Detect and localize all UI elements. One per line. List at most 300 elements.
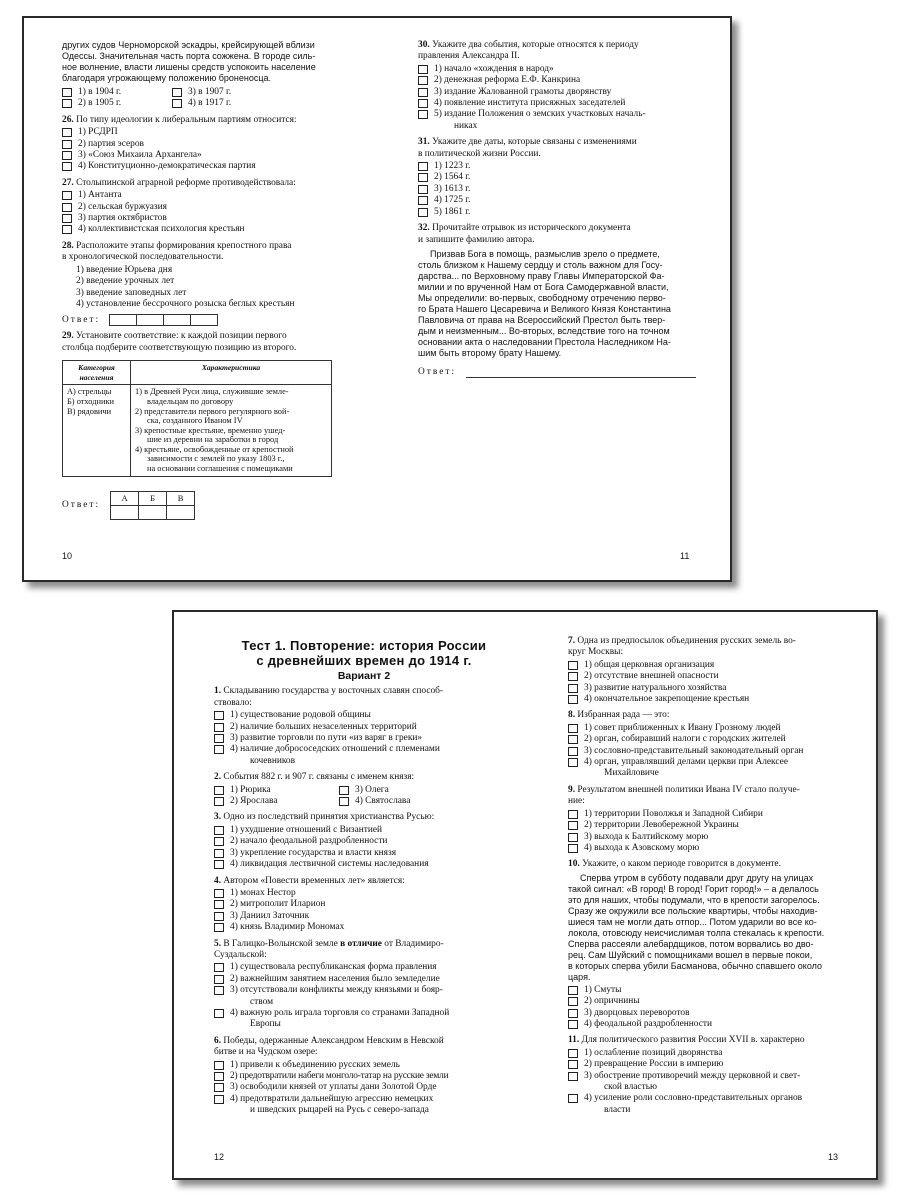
list-item: 4) установление бессрочного розыска беглых крестьян <box>76 298 295 309</box>
q11-option-3[interactable] <box>568 1071 852 1094</box>
q11-option-1[interactable] <box>568 1048 852 1059</box>
question-text: Расположите этапы формирования крепостного права <box>76 240 292 251</box>
checkbox[interactable] <box>568 661 578 670</box>
checkbox[interactable] <box>62 99 72 108</box>
question-text: События 882 г. и 907 г. связаны с именем князя: <box>223 772 415 783</box>
option-label: 2) Ярослава <box>230 796 278 807</box>
answer-grid[interactable] <box>110 491 195 520</box>
question-text: ние: <box>568 796 585 807</box>
question-text: в хронологической последовательности. <box>62 252 224 263</box>
q9-option-2[interactable] <box>568 820 852 831</box>
q2-option-1[interactable] <box>214 785 329 796</box>
checkbox[interactable] <box>568 1020 578 1029</box>
passage-line: го Брата Нашего Цесаревича и Великого Князя Константина <box>418 303 671 314</box>
checkbox[interactable] <box>214 986 224 995</box>
q26-option-4[interactable] <box>62 161 362 172</box>
q7-option-1[interactable] <box>568 660 852 671</box>
characteristic: 4) крестьяне, освобожденные от крепостной <box>135 444 294 454</box>
checkbox[interactable] <box>62 151 72 160</box>
passage-line: Сперва рассеяли алебардщиков, потом ворвались во дво- <box>568 938 814 949</box>
option-label: 5) 1861 г. <box>434 206 471 217</box>
answer-cells[interactable] <box>110 314 218 326</box>
q4-text <box>214 876 514 887</box>
q2-option-2[interactable] <box>214 796 329 807</box>
q6-option-4[interactable] <box>214 1094 514 1117</box>
q8-option-1[interactable] <box>568 723 852 734</box>
checkbox[interactable] <box>339 786 349 795</box>
checkbox[interactable] <box>418 162 428 171</box>
checkbox[interactable] <box>214 797 224 806</box>
option-label: 2) территории Левобережной Украины <box>584 820 739 831</box>
q4-option-2[interactable] <box>214 899 514 910</box>
q7-text <box>568 636 852 659</box>
option-label: 1) существовала республиканская форма правления <box>230 962 437 973</box>
question-number: 10. <box>568 859 580 870</box>
option-label-cont: власти <box>604 1104 631 1115</box>
checkbox[interactable] <box>214 1072 224 1081</box>
question-text: Укажите два события, которые относятся к периоду <box>432 40 639 50</box>
checkbox[interactable] <box>418 110 428 119</box>
checkbox[interactable] <box>62 88 72 97</box>
q7-option-3[interactable] <box>568 683 852 694</box>
q27-option-2[interactable] <box>62 202 362 213</box>
option-label: 1) ослабление позиций дворянства <box>584 1047 723 1058</box>
characteristic: 1) в Древней Руси лица, служившие земле- <box>135 387 289 397</box>
checkbox[interactable] <box>214 923 224 932</box>
checkbox[interactable] <box>62 203 72 212</box>
checkbox[interactable] <box>568 695 578 704</box>
q32-text <box>418 223 700 246</box>
checkbox[interactable] <box>214 1095 224 1104</box>
question-text: Столыпинской аграрной реформе противодействовала: <box>76 177 296 188</box>
option-label: 1) монах Нестор <box>230 887 296 898</box>
q25-option-3[interactable] <box>172 87 272 98</box>
option-label: 3) выхода к Балтийскому морю <box>584 831 709 842</box>
q30-option-1[interactable] <box>418 64 700 75</box>
option-label: 1) 1223 г. <box>434 161 471 172</box>
grid-letter: В <box>167 491 195 505</box>
checkbox[interactable] <box>568 684 578 693</box>
option-label: 1) Антанта <box>78 190 122 201</box>
answer-line[interactable] <box>466 369 696 378</box>
checkbox[interactable] <box>568 758 578 767</box>
page-10-column <box>62 40 362 520</box>
q26-option-2[interactable] <box>62 139 362 150</box>
checkbox[interactable] <box>214 745 224 754</box>
checkbox[interactable] <box>214 786 224 795</box>
option-label: 1) совет приближенных к Ивану Грозному людей <box>584 722 781 733</box>
question-number: 31. <box>418 137 430 148</box>
page-12-column <box>214 638 514 1117</box>
passage-line: шим быть второму брату Нашему. <box>418 347 562 358</box>
answer-label: Ответ: <box>62 314 101 325</box>
checkbox[interactable] <box>214 734 224 743</box>
checkbox[interactable] <box>214 1083 224 1092</box>
q25-option-4[interactable] <box>172 98 272 109</box>
question-text: Суздальской: <box>214 949 267 960</box>
q10-option-1[interactable] <box>568 985 852 996</box>
checkbox[interactable] <box>568 1060 578 1069</box>
option-label: 3) дворцовых переворотов <box>584 1007 690 1018</box>
option-label: 3) сословно-представительный законодательный орган <box>584 745 804 756</box>
option-label: 2) наличие больших незаселенных территорий <box>230 721 417 732</box>
checkbox[interactable] <box>172 99 182 108</box>
q8-option-4[interactable] <box>568 757 852 780</box>
option-label: 4) предотвратили дальнейшую агрессию немецких <box>230 1093 434 1104</box>
question-text: В Галицко-Волынской земле <box>223 938 341 949</box>
option-label: 3) в 1907 г. <box>188 87 232 97</box>
option-label: 1) ухудшение отношений с Византией <box>230 824 383 835</box>
question-text: битве и на Чудском озере: <box>214 1047 318 1058</box>
question-text: Установите соответствие: к каждой позиции первого <box>76 331 287 342</box>
q7-option-2[interactable] <box>568 671 852 682</box>
option-label-cont: ской властью <box>604 1081 657 1092</box>
question-text: Укажите две даты, которые связаны с изменениями <box>432 137 637 148</box>
checkbox[interactable] <box>214 711 224 720</box>
q31-option-4[interactable] <box>418 195 700 206</box>
option-label: 4) важную роль играла торговля со странами Западной <box>230 1007 450 1018</box>
q26-option-1[interactable] <box>62 127 362 138</box>
question-text: Автором «Повести временных лет» является: <box>223 875 405 886</box>
checkbox[interactable] <box>62 191 72 200</box>
q27-text <box>62 178 362 189</box>
q31-text <box>418 137 700 160</box>
option-label: 3) отсутствовали конфликты между князьями и бояр- <box>230 985 443 996</box>
q28-answer <box>62 314 362 326</box>
q31-option-5[interactable] <box>418 207 700 218</box>
option-label: 4) орган, управлявший делами церкви при Алексее <box>584 757 788 768</box>
checkbox[interactable] <box>418 196 428 205</box>
q29-answer <box>62 491 362 520</box>
checkbox[interactable] <box>568 747 578 756</box>
q5-option-3[interactable] <box>214 985 514 1008</box>
passage-line: милии и по врученной Нам от Бога Самодержавной власти, <box>418 281 669 292</box>
question-number: 7. <box>568 636 576 646</box>
option-label: 3) Олега <box>355 784 389 795</box>
passage-line: такой сигнал: «В город! В город! Горит город!» – а делалось <box>568 883 819 894</box>
checkbox[interactable] <box>418 173 428 182</box>
q30-text <box>418 40 700 63</box>
option-label: 4) в 1917 г. <box>188 98 232 109</box>
q27-option-1[interactable] <box>62 190 362 201</box>
q1-text <box>214 686 514 709</box>
title-line: Тест 1. Повторение: история России <box>241 638 487 653</box>
q25-option-1[interactable] <box>62 87 162 98</box>
option-label: 1) территории Поволжья и Западной Сибири <box>584 808 763 819</box>
q9-option-1[interactable] <box>568 809 852 820</box>
list-item: 3) введение заповедных лет <box>76 287 187 298</box>
q30-option-3[interactable] <box>418 87 700 98</box>
checkbox[interactable] <box>214 1009 224 1018</box>
option-label: 1) РСДРП <box>78 127 118 138</box>
option-label: 1) в 1904 г. <box>78 87 122 97</box>
option-label: 1) Рюрика <box>230 784 271 795</box>
q6-option-1[interactable] <box>214 1060 514 1071</box>
option-label-cont: никах <box>454 120 478 131</box>
characteristic: владельцам по договору <box>147 396 234 406</box>
q31-option-1[interactable] <box>418 161 700 172</box>
checkbox[interactable] <box>62 214 72 223</box>
text-line: других судов Черноморской эскадры, крейсирующей вблизи <box>62 40 315 50</box>
option-label: 4) усиление роли сословно-представительных органов <box>584 1093 803 1104</box>
option-label: 2) превращение России в империю <box>584 1059 724 1070</box>
passage-line: Мы определили: во-первых, свободному отречению перво- <box>418 292 666 303</box>
option-label: 4) окончательное закрепощение крестьян <box>584 694 750 705</box>
checkbox[interactable] <box>568 821 578 830</box>
option-label: 4) ликвидация лествичной системы наследования <box>230 859 429 870</box>
q26-text <box>62 115 362 126</box>
q25-options <box>62 87 272 110</box>
page-number: 13 <box>828 1152 839 1162</box>
option-label: 4) Святослава <box>355 796 411 807</box>
option-label-cont: кочевников <box>250 755 296 766</box>
option-label: 3) развитие натурального хозяйства <box>584 682 727 693</box>
q1-option-4[interactable] <box>214 744 514 767</box>
q6-option-3[interactable] <box>214 1082 514 1093</box>
answer-label: Ответ: <box>418 366 457 377</box>
checkbox[interactable] <box>568 1072 578 1081</box>
checkbox[interactable] <box>568 724 578 733</box>
spread-pages-10-11 <box>22 16 732 582</box>
q32-passage <box>418 249 700 359</box>
passage-line: царя. <box>568 971 591 982</box>
checkbox[interactable] <box>418 76 428 85</box>
question-number: 8. <box>568 710 576 721</box>
checkbox[interactable] <box>214 900 224 909</box>
option-label: 3) «Союз Михаила Архангела» <box>78 150 202 161</box>
passage-line: Сразу же окружили все польские квартиры, чтобы находив- <box>568 905 818 916</box>
q30-option-2[interactable] <box>418 75 700 86</box>
passage-line: рец. Сам Шуйский с помощниками вошел в первые покои, <box>568 949 813 960</box>
list-item: 1) введение Юрьева дня <box>76 264 173 275</box>
header-text: Категория <box>78 363 115 373</box>
checkbox[interactable] <box>339 797 349 806</box>
checkbox[interactable] <box>568 833 578 842</box>
q3-option-3[interactable] <box>214 848 514 859</box>
option-label: 2) партия эсеров <box>78 138 144 149</box>
q28-text <box>62 241 362 264</box>
checkbox[interactable] <box>418 65 428 74</box>
grid-letter: А <box>111 491 139 505</box>
q31-option-3[interactable] <box>418 184 700 195</box>
table-header: Характеристика <box>131 361 332 385</box>
q5-text <box>214 939 514 962</box>
checkbox[interactable] <box>214 723 224 732</box>
question-text: от Владимиро- <box>381 938 444 949</box>
question-text: круг Москвы: <box>568 647 624 658</box>
checkbox[interactable] <box>214 826 224 835</box>
q1-option-1[interactable] <box>214 710 514 721</box>
q11-text <box>568 1035 852 1046</box>
text-line: Одессы. Значительная часть порта сожжена. В городе силь- <box>62 51 316 61</box>
option-label-cont: ством <box>250 996 274 1007</box>
passage-line: локола, отовсюду неисчислимая толпа стекалась к крепости. <box>568 927 825 938</box>
q10-option-3[interactable] <box>568 1008 852 1019</box>
checkbox[interactable] <box>214 975 224 984</box>
option-label: 5) издание Положения о земских участковых началь- <box>434 109 646 120</box>
passage-line: это для наших, чтобы подумали, что в крепости загорелось. <box>568 894 820 905</box>
q8-option-3[interactable] <box>568 746 852 757</box>
table-header <box>63 361 131 385</box>
question-text: столбца подберите соответствующую позицию из второго. <box>62 342 297 353</box>
q1-option-3[interactable] <box>214 733 514 744</box>
q4-option-1[interactable] <box>214 888 514 899</box>
characteristic: шие из деревни на заработки в город <box>147 435 279 445</box>
checkbox[interactable] <box>568 844 578 853</box>
passage-line: в которых сперва убили Басманова, обычно спавшего около <box>568 960 823 971</box>
q5-option-2[interactable] <box>214 974 514 985</box>
question-text: Прочитайте отрывок из исторического документа <box>432 223 631 234</box>
passage-line: Призвав Бога в помощь, размыслив зрело о предмете, <box>430 248 660 259</box>
q30-option-4[interactable] <box>418 98 700 109</box>
option-label: 1) существование родовой общины <box>230 710 371 721</box>
passage-line: дарства... по Верховному праву Главы Императорской Фа- <box>418 270 665 281</box>
q11-option-2[interactable] <box>568 1059 852 1070</box>
checkbox[interactable] <box>418 88 428 97</box>
checkbox[interactable] <box>568 810 578 819</box>
text-line: ное волнение, власти лишены средств успокоить население <box>62 62 316 72</box>
option-label: 3) развитие торговли по пути «из варяг в греки» <box>230 733 423 744</box>
grid-cell[interactable] <box>139 506 167 520</box>
checkbox[interactable] <box>568 672 578 681</box>
q10-option-4[interactable] <box>568 1019 852 1030</box>
q5-option-1[interactable] <box>214 962 514 973</box>
q11-option-4[interactable] <box>568 1093 852 1116</box>
q31-option-2[interactable] <box>418 172 700 183</box>
question-number: 9. <box>568 784 576 795</box>
q9-option-4[interactable] <box>568 843 852 854</box>
q27-option-3[interactable] <box>62 213 362 224</box>
page-number: 12 <box>214 1152 225 1162</box>
checkbox[interactable] <box>214 837 224 846</box>
checkbox[interactable] <box>568 1049 578 1058</box>
q26-option-3[interactable] <box>62 150 362 161</box>
option-label: 2) предотвратили набеги монголо-татар на русские земли <box>230 1071 449 1081</box>
q6-option-2[interactable] <box>214 1071 514 1082</box>
option-label-cont: Михайловиче <box>604 768 659 779</box>
q3-option-2[interactable] <box>214 836 514 847</box>
option-label: 3) Даниил Заточник <box>230 910 310 921</box>
spread-pages-12-13 <box>172 610 878 1180</box>
q9-option-3[interactable] <box>568 832 852 843</box>
checkbox[interactable] <box>62 140 72 149</box>
characteristic: 3) крепостные крестьяне, временно ушед- <box>135 425 286 435</box>
option-label: 3) укрепление государства и власти князя <box>230 847 397 858</box>
categories-cell <box>63 385 131 476</box>
category: Б) отходники <box>67 396 115 406</box>
q30-option-5[interactable] <box>418 109 700 132</box>
checkbox[interactable] <box>214 889 224 898</box>
passage-line: столь близком к Нашему сердцу и столь важном для Госу- <box>418 259 663 270</box>
checkbox[interactable] <box>214 1061 224 1070</box>
question-emphasis: в отличие <box>340 938 382 949</box>
option-label: 4) коллективистская психология крестьян <box>78 224 245 235</box>
question-text: Избранная рада — это: <box>577 710 670 721</box>
option-label-cont: Европы <box>250 1019 281 1030</box>
checkbox[interactable] <box>62 128 72 137</box>
grid-letter: Б <box>139 491 167 505</box>
passage-line: шиеся там не могли дать отпор... Потом ударили во все ко- <box>568 916 817 927</box>
grid-cell[interactable] <box>167 506 195 520</box>
option-label: 1) Смуты <box>584 984 622 995</box>
q10-text <box>568 859 852 870</box>
question-text: Складыванию государства у восточных славян способ- <box>223 686 444 697</box>
question-number: 26. <box>62 114 74 125</box>
grid-cell[interactable] <box>111 506 139 520</box>
question-number: 6. <box>214 1035 222 1046</box>
q8-option-2[interactable] <box>568 734 852 745</box>
question-text: Укажите, о каком периоде говорится в документе. <box>582 859 781 870</box>
option-label: 4) наличие добрососедских отношений с племенами <box>230 744 440 755</box>
q2-option-4[interactable] <box>339 796 454 807</box>
q7-option-4[interactable] <box>568 694 852 705</box>
list-item: 2) введение урочных лет <box>76 276 175 287</box>
checkbox[interactable] <box>568 986 578 995</box>
option-label: 2) отсутствие внешней опасности <box>584 671 719 682</box>
q4-option-4[interactable] <box>214 922 514 933</box>
option-label: 4) 1725 г. <box>434 195 471 206</box>
option-label: 3) партия октябристов <box>78 213 167 224</box>
checkbox[interactable] <box>568 1094 578 1103</box>
checkbox[interactable] <box>62 162 72 171</box>
q25-option-2[interactable] <box>62 98 162 109</box>
checkbox[interactable] <box>418 185 428 194</box>
option-label: 4) выхода к Азовскому морю <box>584 842 700 853</box>
q9-text <box>568 785 852 808</box>
checkbox[interactable] <box>568 735 578 744</box>
q10-option-2[interactable] <box>568 996 852 1007</box>
checkbox[interactable] <box>214 912 224 921</box>
option-label: 4) феодальной раздробленности <box>584 1018 712 1029</box>
question-text: ствовало: <box>214 697 252 708</box>
q2-option-3[interactable] <box>339 785 454 796</box>
option-label: 4) Конституционно-демократическая партия <box>78 161 256 172</box>
checkbox[interactable] <box>418 208 428 217</box>
checkbox[interactable] <box>568 997 578 1006</box>
checkbox[interactable] <box>568 1009 578 1018</box>
question-number: 3. <box>214 812 222 823</box>
checkbox[interactable] <box>214 963 224 972</box>
option-label: 3) освободили князей от уплаты дани Золотой Орде <box>230 1082 437 1093</box>
question-number: 4. <box>214 875 222 886</box>
text-line: благодаря угрожающему положению броненосца. <box>62 73 271 83</box>
option-label: 3) издание Жалованной грамоты дворянству <box>434 86 612 97</box>
question-text: правления Александра II. <box>418 51 520 62</box>
q3-option-4[interactable] <box>214 859 514 870</box>
checkbox[interactable] <box>62 225 72 234</box>
question-text: Результатом внешней политики Ивана IV стало получе- <box>577 784 800 795</box>
checkbox[interactable] <box>418 99 428 108</box>
q1-option-2[interactable] <box>214 722 514 733</box>
q5-option-4[interactable] <box>214 1008 514 1031</box>
question-text: Победы, одержанные Александром Невским в Невской <box>223 1035 444 1046</box>
question-number: 32. <box>418 223 430 234</box>
checkbox[interactable] <box>214 860 224 869</box>
option-label: 2) опричнины <box>584 996 640 1007</box>
passage-line: основании акта о наследовании Престола Наследником На- <box>418 336 671 347</box>
q4-option-3[interactable] <box>214 911 514 922</box>
q3-option-1[interactable] <box>214 825 514 836</box>
checkbox[interactable] <box>214 849 224 858</box>
question-number: 30. <box>418 40 430 50</box>
option-label: 2) важнейшим занятием населения было земледелие <box>230 973 440 984</box>
page-number: 11 <box>680 551 690 561</box>
q27-option-4[interactable] <box>62 224 362 235</box>
checkbox[interactable] <box>172 88 182 97</box>
q28-items <box>62 265 362 311</box>
page-13-column <box>568 636 852 1116</box>
option-label: 2) начало феодальной раздробленности <box>230 836 388 847</box>
